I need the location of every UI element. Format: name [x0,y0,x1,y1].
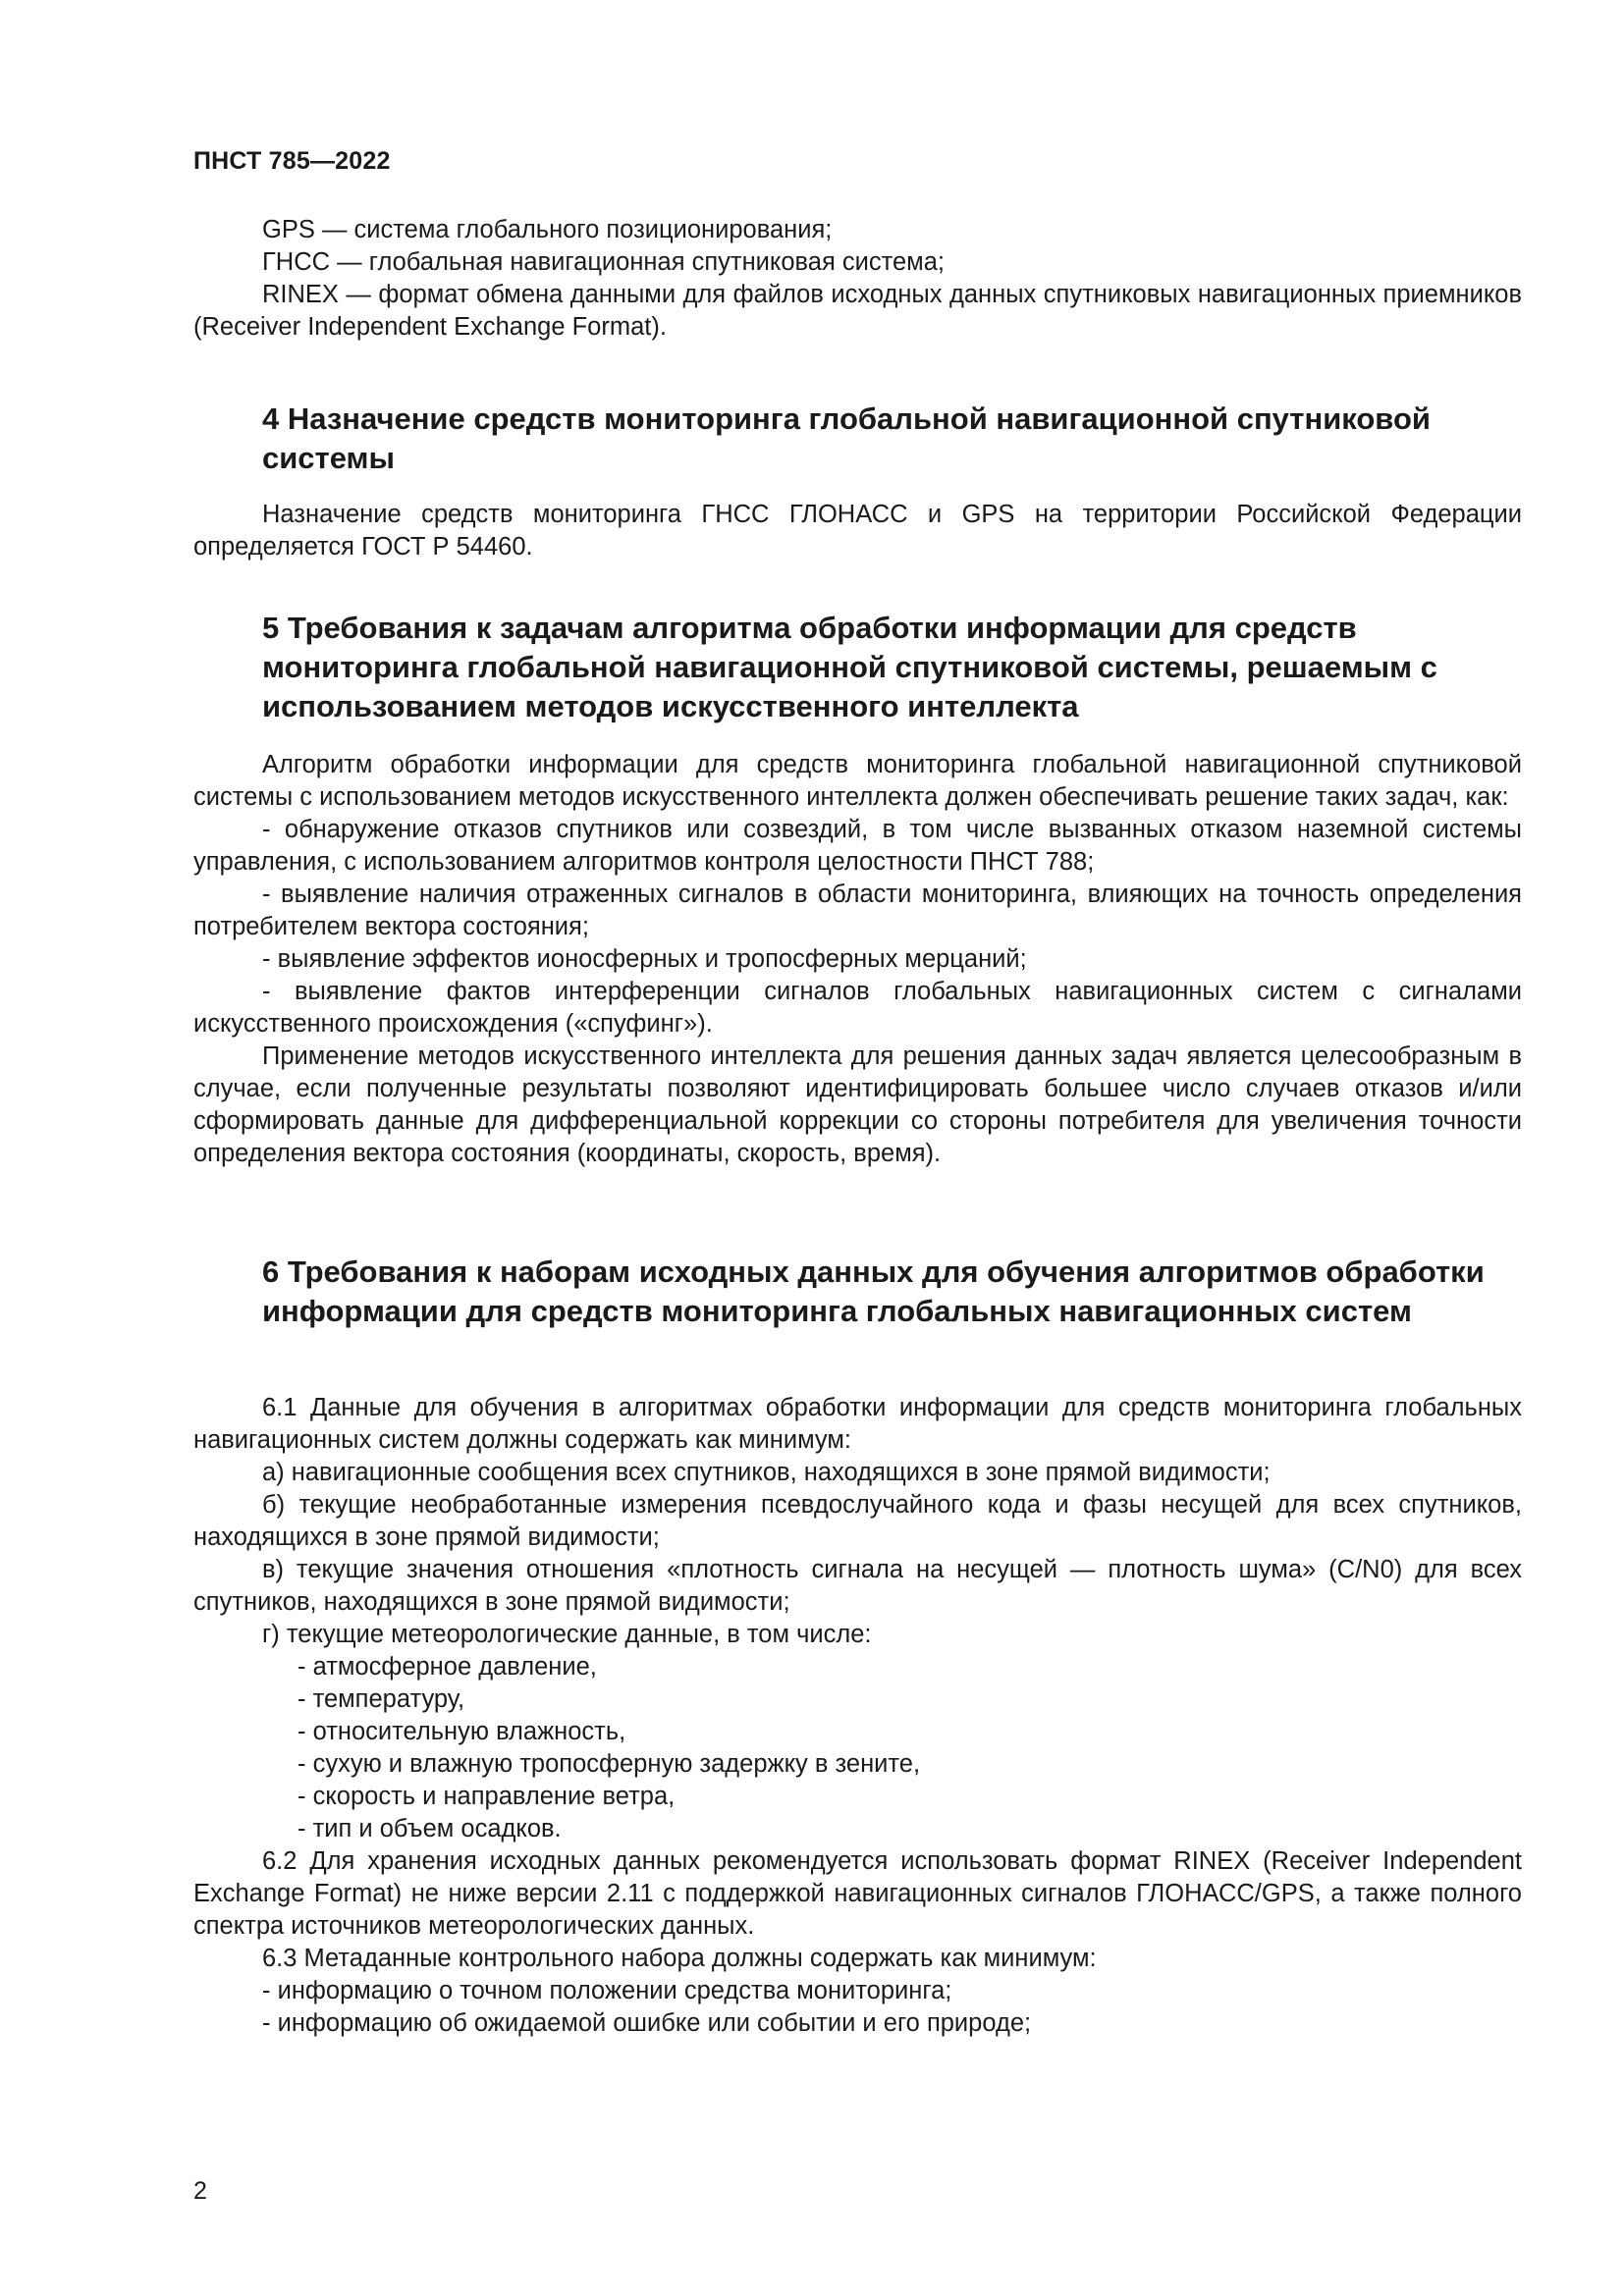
list-item: - информацию о точном положении средства мониторинга; [262,1977,952,2004]
list-item: - выявление эффектов ионосферных и тропосферных мерцаний; [262,945,1027,973]
meteo-item: - сухую и влажную тропосферную задержку в зените, [298,1750,921,1778]
section-5-heading: 5 Требования к задачам алгоритма обработки информации для средств мониторинга глобальной навигационной спутниковой системы, решаемым с использованием методов искусственного интеллекта [262,611,1437,723]
abbr-gps: GPS — система глобального позиционирования; [262,216,833,243]
section-6-body [193,1392,1522,2040]
section-4-body [193,499,1522,563]
list-item: - выявление наличия отраженных сигналов в области мониторинга, влияющих на точность определения потребителем вектора состояния; [193,881,1522,940]
section-5-intro: Алгоритм обработки информации для средств мониторинга глобальной навигационной спутниковой системы с использованием методов искусственного интеллекта должен обеспечивать решение таких задач, как: [193,751,1522,811]
page-number: 2 [193,2177,207,2205]
abbreviations-block [193,214,1522,344]
list-item: а) навигационные сообщения всех спутников, находящихся в зоне прямой видимости; [262,1459,1271,1486]
section-5-body [193,749,1522,1170]
section-4-paragraph: Назначение средств мониторинга ГНСС ГЛОНАСС и GPS на территории Российской Федерации определяется ГОСТ Р 54460. [193,501,1522,561]
meteo-item: - тип и объем осадков. [298,1815,562,1842]
list-item: г) текущие метеорологические данные, в том числе: [262,1621,872,1648]
section-4-heading: 4 Назначение средств мониторинга глобальной навигационной спутниковой системы [262,401,1431,475]
abbr-gnss: ГНСС — глобальная навигационная спутниковая система; [262,248,945,276]
clause-6-3: 6.3 Метаданные контрольного набора должны содержать как минимум: [262,1945,1097,1972]
clause-6-2: 6.2 Для хранения исходных данных рекомендуется использовать формат RINEX (Receiver Independent Exchange Format) не ниже версии 2.11 с поддержкой навигационных сигналов ГЛОНАСС/GPS, а также полного спектра источников метеорологических данных. [193,1847,1522,1940]
section-5-conclusion: Применение методов искусственного интеллекта для решения данных задач является целесообразным в случае, если полученные результаты позволяют идентифицировать большее число случаев отказов и/или сформировать данные для дифференциальной коррекции со стороны потребителя для увеличения точности определения вектора состояния (координаты, скорость, время). [193,1042,1522,1167]
section-4 [193,400,1522,478]
list-item: - выявление фактов интерференции сигналов глобальных навигационных систем с сигналами искусственного происхождения («спуфинг»). [193,978,1522,1038]
section-6 [193,1253,1522,1331]
meteo-item: - относительную влажность, [298,1718,626,1745]
document-header: ПНСТ 785—2022 [193,147,391,175]
meteo-item: - атмосферное давление, [298,1653,597,1681]
list-item: в) текущие значения отношения «плотность сигнала на несущей — плотность шума» (C/N0) для всех спутников, находящихся в зоне прямой видимости; [193,1556,1522,1616]
section-5 [193,609,1522,726]
list-item: - обнаружение отказов спутников или созвездий, в том числе вызванных отказом наземной системы управления, с использованием алгоритмов контроля целостности ПНСТ 788; [193,816,1522,876]
list-item: б) текущие необработанные измерения псевдослучайного кода и фазы несущей для всех спутников, находящихся в зоне прямой видимости; [193,1491,1522,1551]
meteo-item: - температуру, [298,1685,465,1713]
abbr-rinex: RINEX — формат обмена данными для файлов исходных данных спутниковых навигационных приемников (Receiver Independent Exchange Format). [193,281,1522,341]
clause-6-1: 6.1 Данные для обучения в алгоритмах обработки информации для средств мониторинга глобальных навигационных систем должны содержать как минимум: [193,1394,1522,1454]
list-item: - информацию об ожидаемой ошибке или событии и его природе; [262,2009,1032,2037]
section-6-heading: 6 Требования к наборам исходных данных для обучения алгоритмов обработки информации для средств мониторинга глобальных навигационных систем [262,1255,1485,1328]
meteo-item: - скорость и направление ветра, [298,1783,676,1810]
